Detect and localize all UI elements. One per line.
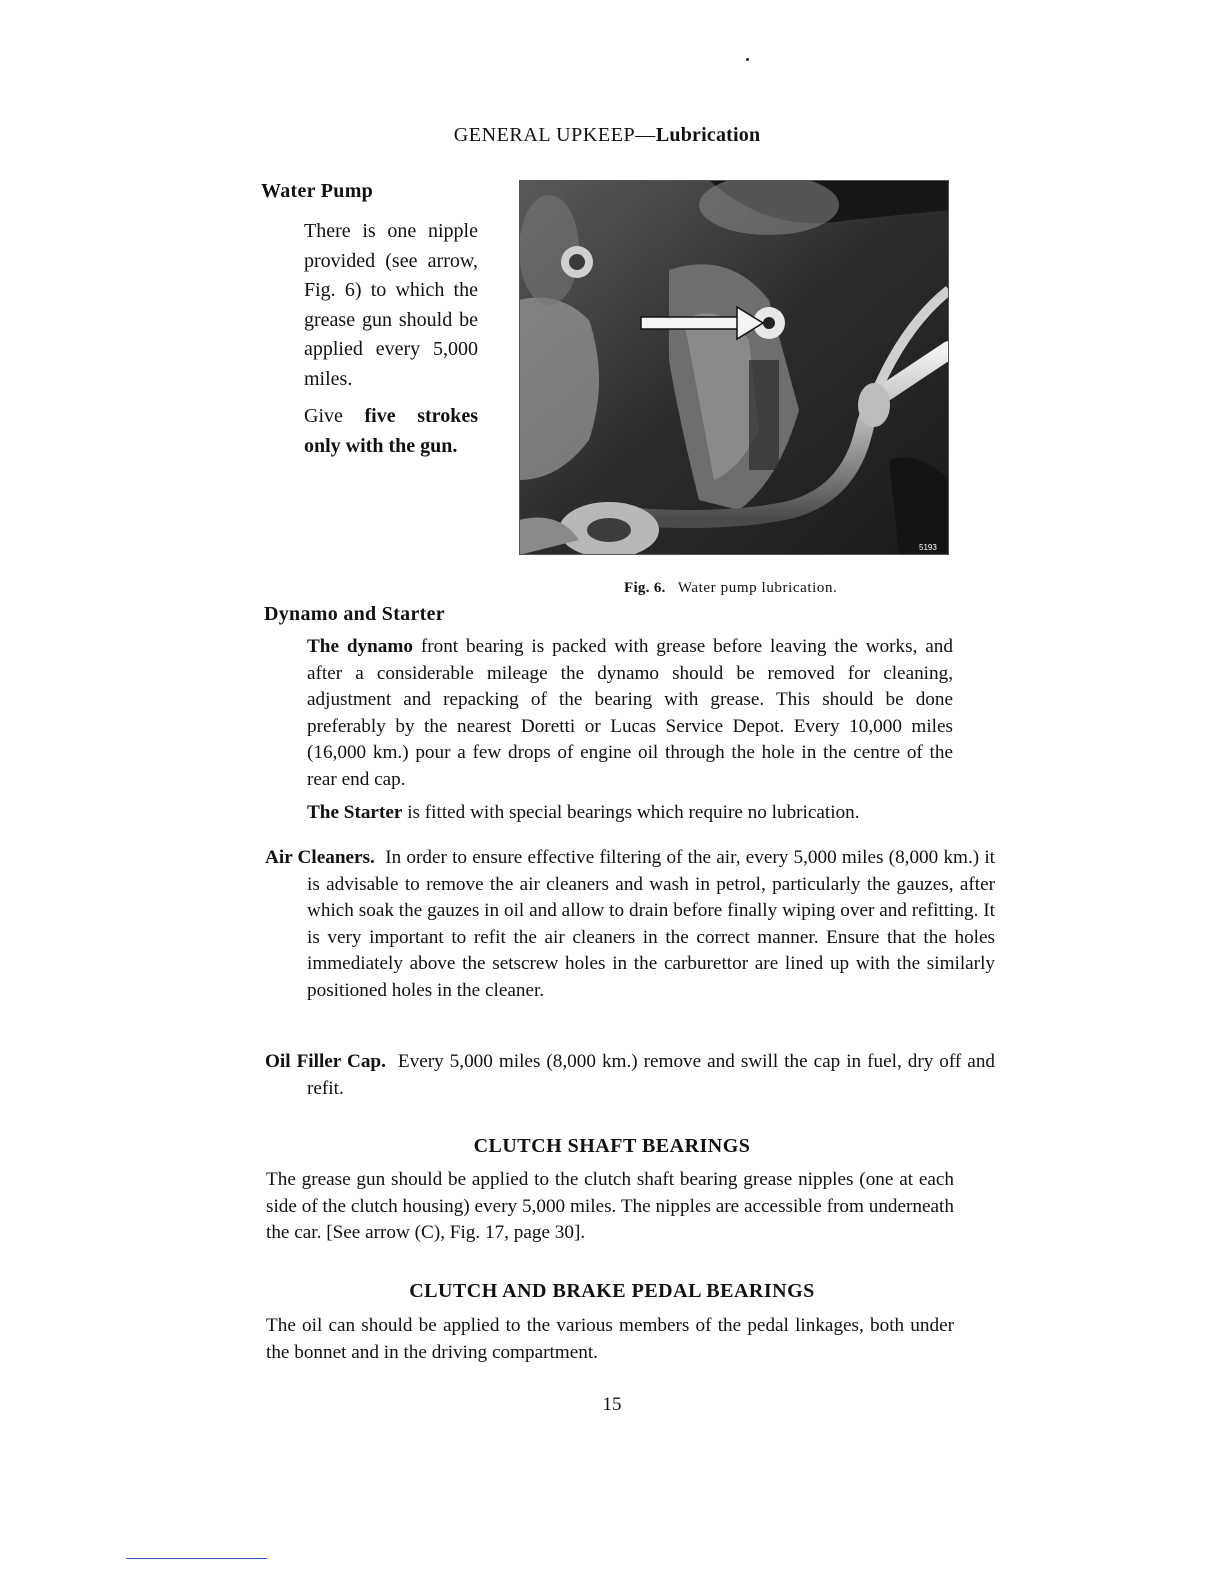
air-cleaners-para	[265, 845, 995, 1005]
oil-filler-text: Every 5,000 miles (8,000 km.) remove and swill the cap in fuel, dry off and refit.	[307, 1051, 996, 1099]
dynamo-section	[307, 634, 953, 826]
figure-caption	[624, 580, 837, 597]
oil-filler-heading: Oil Filler Cap.	[265, 1051, 386, 1072]
water-pump-body: There is one nipple provided (see arrow, Fig. 6) to which the grease gun should be applied every 5,000 miles.	[304, 220, 478, 390]
dynamo-para-text: front bearing is packed with grease before leaving the works, and after a considerable mileage the dynamo should be removed for cleaning, adjustment and repacking of the bearing with grease. This should be done preferably by the nearest Doretti or Lucas Service Depot. Every 10,000 miles (16,000 km.) pour a few drops of engine oil through the hole in the centre of the rear end cap.	[307, 636, 953, 790]
instruction-plain: Give	[304, 405, 365, 427]
running-head-section: GENERAL UPKEEP—	[453, 124, 656, 146]
starter-para	[307, 800, 953, 827]
photo-plate-mark: 5193	[919, 543, 937, 552]
dynamo-para-bold: The dynamo	[307, 636, 413, 657]
water-pump-photo	[519, 180, 949, 555]
dynamo-heading: Dynamo and Starter	[264, 603, 445, 625]
running-head	[0, 124, 1214, 147]
water-pump-heading: Water Pump	[261, 180, 374, 202]
page-number: 15	[602, 1394, 622, 1415]
starter-para-bold: The Starter	[307, 801, 403, 823]
printer-speck	[746, 58, 749, 61]
water-pump-text	[304, 217, 478, 461]
pedal-bearings-text: The oil can should be applied to the various members of the pedal linkages, both under the bonnet and in the driving compartment.	[266, 1315, 954, 1363]
oil-filler-para	[265, 1049, 995, 1102]
air-cleaners-text: In order to ensure effective filtering of the air, every 5,000 miles (8,000 km.) it is advisable to remove the air cleaners and wash in petrol, particularly the gauzes, after which soak the gauzes in oil and allow to drain before finally wiping over and refitting. It is very important to refit the air cleaners in the correct manner. Ensure that the holes immediately above the setscrew holes in the carburettor are lined up with the similarly positioned holes in the cleaner.	[307, 847, 996, 1001]
instruction-bold: five strokes only with the gun.	[304, 405, 478, 457]
figure-label: Fig. 6.	[624, 580, 666, 596]
figure-caption-text: Water pump lubrication.	[677, 580, 838, 596]
pedal-bearings-heading: CLUTCH AND BRAKE PEDAL BEARINGS	[409, 1280, 815, 1302]
clutch-shaft-text: The grease gun should be applied to the clutch shaft bearing grease nipples (one at each side of the clutch housing) every 5,000 miles. The nipples are accessible from underneath the car. [See arrow (C), Fig. 17, page 30].	[266, 1169, 954, 1244]
footer-rule	[126, 1558, 267, 1559]
photo-svg	[519, 180, 949, 555]
starter-para-text: is fitted with special bearings which require no lubrication.	[402, 801, 860, 823]
dynamo-para	[307, 634, 953, 794]
clutch-shaft-heading: CLUTCH SHAFT BEARINGS	[473, 1135, 751, 1157]
water-pump-instruction	[304, 402, 478, 461]
air-cleaners-heading: Air Cleaners.	[265, 847, 375, 868]
running-head-topic: Lubrication	[655, 124, 761, 146]
